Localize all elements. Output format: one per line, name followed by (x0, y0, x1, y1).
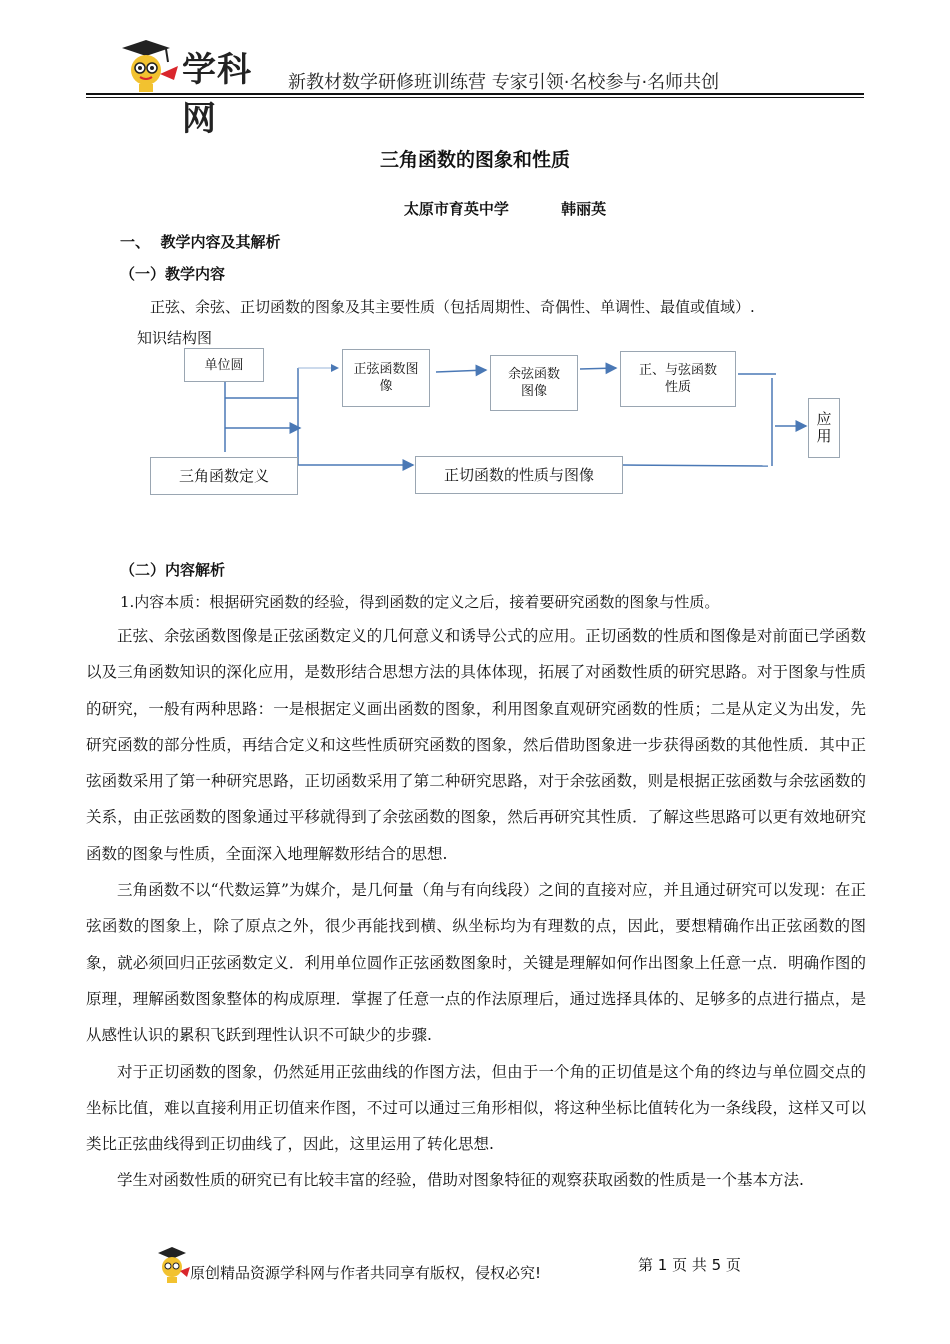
paragraph: 正弦、余弦函数图像是正弦函数定义的几何意义和诱导公式的应用。正切函数的性质和图像是对前面已学函数以及三角函数知识的深化应用，是数形结合思想方法的具体体现，拓展了对函数性质的研究思路。对于图象与性质的研究，一般有两种思路：一是根据定义画出函数的图象，利用图象直观研究函数的性质；二是从定义为出发，先研究函数的部分性质，再结合定义和这些性质研究函数的图象，然后借助图象进一步获得函数的其他性质．其中正弦函数采用了第一种研究思路，正切函数采用了第二种研究思路，对于余弦函数，则是根据正弦函数与余弦函数的关系，由正弦函数的图象通过平移就得到了余弦函数的图象，然后再研究其性质．了解这些思路可以更有效地研究函数的图象与性质，全面深入地理解数形结合的思想. (86, 627, 866, 863)
logo-text: 学科网 (182, 50, 252, 139)
subsection-heading: （一）教学内容 (120, 265, 226, 283)
sine-graph-box: 正弦函数图像 (342, 349, 430, 407)
xuekewang-logo (112, 40, 262, 139)
knowledge-structure-diagram (130, 340, 850, 500)
page-header (86, 38, 864, 139)
page-number: 第 1 页 共 5 页 (638, 1256, 741, 1274)
document-title: 三角函数的图象和性质 (379, 149, 570, 171)
trig-definition-box: 三角函数定义 (150, 457, 298, 495)
header-rule-thin (86, 97, 864, 98)
application-box: 应用 (808, 398, 840, 458)
author-line: 太原市育英中学 韩丽英 (403, 200, 607, 218)
paragraph: 对于正切函数的图象，仍然延用正弦曲线的作图方法，但由于一个角的正切值是这个角的终边与单位圆交点的坐标比值，难以直接利用正切值来作图，不过可以通过三角形相似，将这种坐标比值转化为一条线段，这样又可以类比正弦曲线得到正切曲线了，因此，这里运用了转化思想. (86, 1062, 866, 1154)
diagram-label: 知识结构图 (137, 329, 213, 347)
footer-copyright: 原创精品资源学科网与作者共同享有版权，侵权必究! (190, 1264, 542, 1282)
subsection-heading-2: （二）内容解析 (120, 561, 226, 579)
cosine-graph-box: 余弦函数图像 (490, 355, 578, 411)
content-essence-line: 1.内容本质：根据研究函数的经验，得到函数的定义之后，接着要研究函数的图象与性质。 (120, 593, 720, 611)
content-line: 正弦、余弦、正切函数的图象及其主要性质（包括周期性、奇偶性、单调性、最值或值域）. (150, 298, 755, 316)
body-text (86, 618, 866, 1199)
tangent-box: 正切函数的性质与图像 (415, 456, 623, 494)
sine-cos-properties-box: 正、与弦函数性质 (620, 351, 736, 407)
paragraph: 三角函数不以“代数运算”为媒介，是几何量（角与有向线段）之间的直接对应，并且通过研究可以发现：在正弦函数的图象上，除了原点之外，很少再能找到横、纵坐标均为有理数的点，因此，要想精确作出正弦函数的图象，就必须回归正弦函数定义．利用单位圆作正弦函数图象时，关键是理解如何作出图象上任意一点．明确作图的原理，理解函数图象整体的构成原理．掌握了任意一点的作法原理后，通过选择具体的、足够多的点进行描点，是从感性认识的累积飞跃到理性认识不可缺少的步骤. (86, 881, 866, 1045)
footer-mascot-icon (154, 1247, 190, 1287)
header-tagline: 新教材数学研修班训练营 专家引领·名校参与·名师共创 (288, 72, 720, 93)
unit-circle-box: 单位圆 (184, 348, 264, 382)
paragraph: 学生对函数性质的研究已有比较丰富的经验，借助对图象特征的观察获取函数的性质是一个基本方法. (117, 1171, 804, 1190)
mascot-icon (112, 40, 182, 96)
section-heading: 一、 教学内容及其解析 (120, 233, 281, 251)
header-rule (86, 93, 864, 95)
